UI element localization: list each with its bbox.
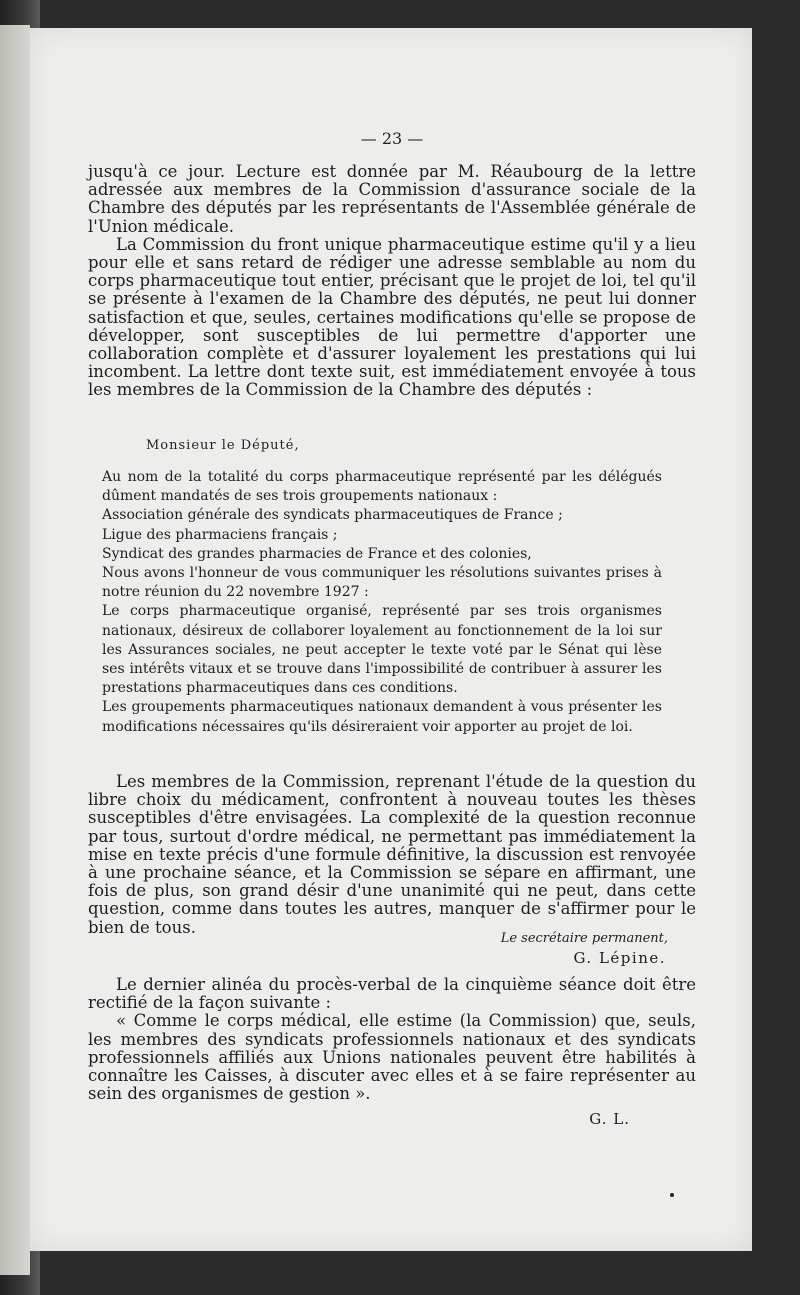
- paragraph-rectification: Le dernier alinéa du procès-verbal de la cinquième séance doit être rectifié de la façon suivante :: [88, 975, 696, 1013]
- opening-paragraphs: [88, 163, 696, 400]
- paragraph-members: Les membres de la Commission, reprenant l'étude de la question du libre choix du médicament, confrontent à nouveau toutes les thèses susceptibles d'être envisagées. La complexité de la question reconnue par tous, surtout d'ordre médical, ne permettant pas immédiatement la mise en texte précis d'une formule définitive, la discussion est renvoyée à une prochaine séance, et la Commission se sépare en affirmant, une fois de plus, son grand désir d'une unanimité qui ne peut, dans cette question, comme dans toutes les autres, manquer de s'affirmer pour le bien de tous.: [88, 772, 696, 937]
- closing-paragraphs: [88, 976, 696, 1103]
- letter-salutation: Monsieur le Député,: [146, 438, 300, 453]
- previous-page-edge: [0, 25, 30, 1275]
- document-page: [30, 28, 752, 1251]
- speck: [670, 1193, 674, 1197]
- letter-line: Ligue des pharmaciens français ;: [102, 526, 338, 543]
- letter-line: Les groupements pharmaceutiques nationaux demandent à vous présenter les modifications nécessaires qu'ils désireraient voir apporter au projet de loi.: [102, 699, 662, 735]
- paragraph-quote: « Comme le corps médical, elle estime (la Commission) que, seuls, les membres des syndicats professionnels nationaux et des syndicats professionnels affiliés aux Unions nationales peuvent être habilités à connaître les Caisses, à discuter avec elles et à se faire représenter au sein des organismes de gestion ».: [88, 1011, 696, 1104]
- letter-line: Nous avons l'honneur de vous communiquer les résolutions suivantes prises à notre réunion du 22 novembre 1927 :: [102, 565, 662, 601]
- paragraph-commission: La Commission du front unique pharmaceutique estime qu'il y a lieu pour elle et sans retard de rédiger une adresse semblable au nom du corps pharmaceutique tout entier, précisant que le projet de loi, tel qu'il se présente à l'examen de la Chambre des députés, ne peut lui donner satisfaction et que, seules, certaines modifications qu'elle se propose de développer, sont susceptibles de lui permettre d'apporter une collaboration complète et d'assurer loyalement les prestations qui lui incombent. La lettre dont texte suit, est immédiatement envoyée à tous les membres de la Commission de la Chambre des députés :: [88, 234, 696, 400]
- letter-line: Le corps pharmaceutique organisé, représenté par ses trois organismes nationaux, désireux de collaborer loyalement au fonctionnement de la loi sur les Assurances sociales, ne peut accepter le texte voté par le Sénat qui lèse ses intérêts vitaux et se trouve dans l'impossibilité de contribuer à assurer les prestations pharmaceutiques dans ces conditions.: [102, 603, 662, 697]
- letter-line: Au nom de la totalité du corps pharmaceutique représenté par les délégués dûment mandatés de ses trois groupements nationaux :: [102, 469, 662, 505]
- closing-initials: G. L.: [589, 1110, 630, 1128]
- letter-body: [102, 468, 662, 737]
- letter-line: Syndicat des grandes pharmacies de France et des colonies,: [102, 545, 532, 562]
- signature-role: Le secrétaire permanent,: [500, 931, 668, 946]
- letter-line: Association générale des syndicats pharmaceutiques de France ;: [102, 507, 563, 524]
- page-number: — 23 —: [360, 129, 424, 148]
- paragraph-reading: jusqu'à ce jour. Lecture est donnée par M. Réaubourg de la lettre adressée aux membres de la Commission d'assurance sociale de la Chambre des députés par les représentants de l'Assemblée générale de l'Union médicale.: [88, 162, 696, 236]
- signature-name: G. Lépine.: [573, 949, 666, 967]
